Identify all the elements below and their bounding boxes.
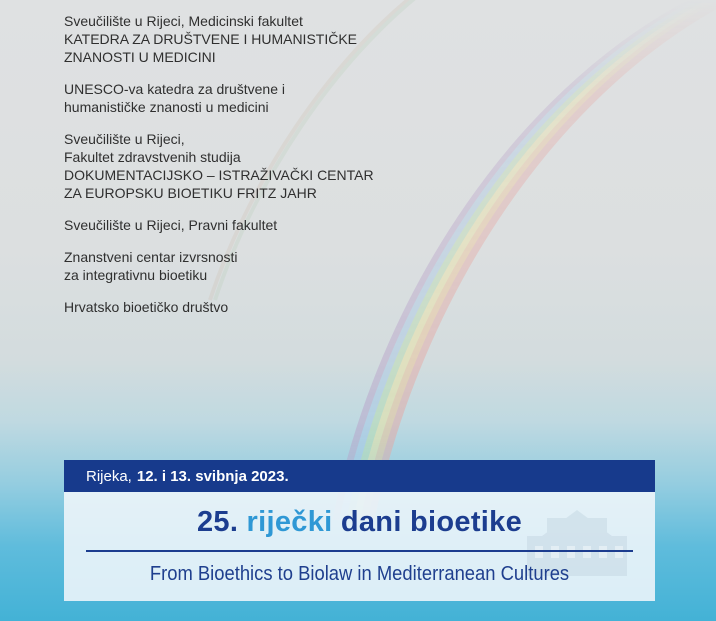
- title-number: 25.: [196, 506, 239, 538]
- organizer-fakultet-zdravstvenih-studija: [64, 130, 424, 202]
- title-rest: dani bioetike: [340, 506, 523, 538]
- organizer-pravni-fakultet: [64, 216, 424, 234]
- organizer-line: UNESCO-va katedra za društvene i: [64, 81, 285, 97]
- event-dates: 12. i 13. svibnja 2023.: [136, 467, 289, 485]
- organizer-line: Znanstveni centar izvrsnosti: [64, 249, 238, 265]
- organizer-line: Sveučilište u Rijeci, Pravni fakultet: [64, 217, 278, 233]
- title-divider: [86, 550, 633, 552]
- organizer-line: Sveučilište u Rijeci, Medicinski fakultet: [64, 13, 303, 29]
- organizer-line: za integrativnu bioetiku: [64, 267, 208, 283]
- organizer-unesco-katedra: [64, 80, 424, 116]
- organizer-medicinski-fakultet: [64, 12, 424, 66]
- event-city: Rijeka,: [86, 467, 132, 485]
- organizer-line: ZA EUROPSKU BIOETIKU FRITZ JAHR: [64, 185, 317, 201]
- conference-title: [64, 506, 655, 539]
- organizer-line: Fakultet zdravstvenih studija: [64, 149, 241, 165]
- organizers-list: [64, 12, 424, 330]
- organizer-line: DOKUMENTACIJSKO – ISTRAŽIVAČKI CENTAR: [64, 167, 374, 183]
- organizer-line: KATEDRA ZA DRUŠTVENE I HUMANISTIČKE: [64, 31, 358, 47]
- organizer-line: humanističke znanosti u medicini: [64, 99, 269, 115]
- organizer-line: ZNANOSTI U MEDICINI: [64, 49, 216, 65]
- organizer-line: Hrvatsko bioetičko društvo: [64, 299, 229, 315]
- title-accent: riječki: [246, 506, 333, 538]
- organizer-bioeticko-drustvo: [64, 298, 424, 316]
- organizer-znanstveni-centar: [64, 248, 424, 284]
- organizer-line: Sveučilište u Rijeci,: [64, 131, 185, 147]
- event-date-bar: [64, 460, 655, 492]
- conference-subtitle: From Bioethics to Biolaw in Mediterranean Cultures: [149, 563, 570, 585]
- title-panel: [64, 492, 655, 601]
